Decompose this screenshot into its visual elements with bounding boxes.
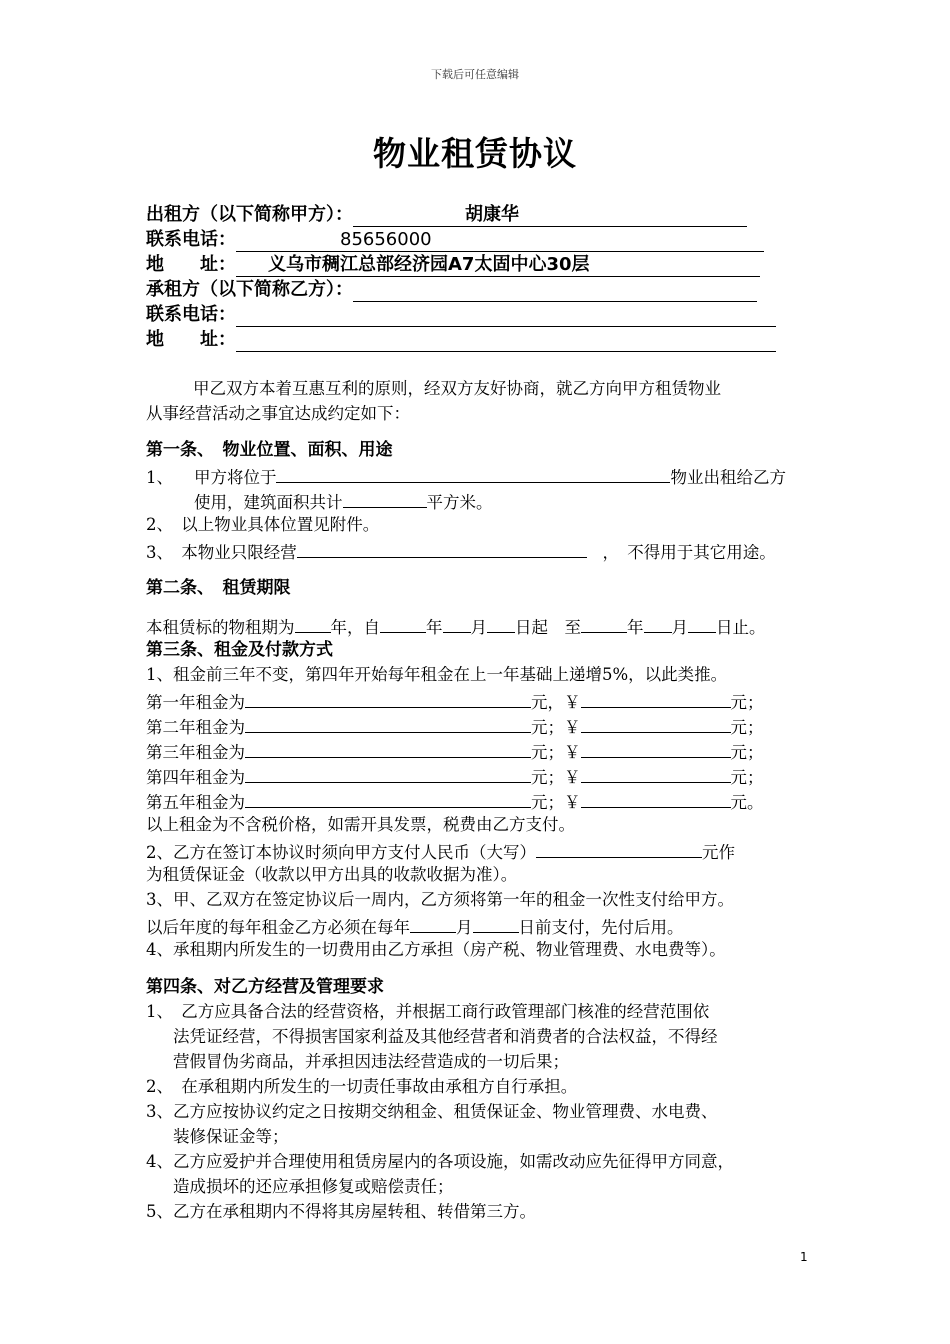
article1-item3-a: 3、 本物业只限经营 bbox=[146, 543, 297, 562]
lessee-row bbox=[146, 278, 757, 302]
article1-item3 bbox=[146, 538, 776, 562]
lessee-phone-row bbox=[146, 303, 776, 327]
article1-item1-c: 使用，建筑面积共计 bbox=[194, 493, 343, 512]
article1-item3-b: ， 不得用于其它用途。 bbox=[602, 543, 776, 562]
lessee-address-label: 地 址： bbox=[146, 329, 236, 350]
rent-year-label: 第五年租金为 bbox=[146, 793, 245, 812]
rent-year-end: 元； bbox=[730, 743, 764, 762]
rent-year-label: 第四年租金为 bbox=[146, 768, 245, 787]
lease-term-t2: 年，自 bbox=[330, 618, 380, 637]
tax-note: 以上租金为不含税价格，如需开具发票，税费由乙方支付。 bbox=[146, 815, 575, 834]
rent-year-mid: 元；￥ bbox=[531, 743, 581, 762]
rent-amount-blank bbox=[245, 688, 531, 708]
lessee-address-field bbox=[236, 329, 776, 352]
start-day-blank bbox=[487, 613, 515, 633]
article1-item1-cont bbox=[194, 488, 493, 512]
article4-item4-cont: 造成损坏的还应承担修复或赔偿责任； bbox=[173, 1177, 454, 1196]
lessor-row bbox=[146, 203, 747, 227]
deposit-text-a: 2、乙方在签订本协议时须向甲方支付人民币（大写） bbox=[146, 843, 536, 862]
article4-item1-cont1: 法凭证经营，不得损害国家利益及其他经营者和消费者的合法权益，不得经 bbox=[173, 1027, 718, 1046]
payment-text-b: 以后年度的每年租金乙方必须在每年 bbox=[146, 918, 410, 937]
lessee-label: 承租方（以下简称乙方）： bbox=[146, 279, 353, 300]
lessee-phone-field bbox=[236, 304, 776, 327]
article4-item3-cont: 装修保证金等； bbox=[173, 1127, 289, 1146]
rent-year-1 bbox=[146, 688, 764, 712]
lessor-phone-label: 联系电话： bbox=[146, 229, 236, 250]
rent-year-end: 元； bbox=[730, 693, 764, 712]
lessor-phone-field bbox=[236, 229, 764, 252]
deposit-amount-blank bbox=[536, 838, 702, 858]
lessor-phone: 85656000 bbox=[340, 229, 432, 250]
article4-heading: 第四条、对乙方经营及管理要求 bbox=[146, 977, 384, 997]
article1-item1-a: 甲方将位于 bbox=[193, 468, 277, 487]
term-years-blank bbox=[295, 613, 331, 633]
rent-year-mid: 元；￥ bbox=[531, 768, 581, 787]
article4-item1-cont2: 营假冒伪劣商品，并承担因违法经营造成的一切后果； bbox=[173, 1052, 569, 1071]
article1-item1-d: 平方米。 bbox=[426, 493, 493, 512]
payment-day-blank bbox=[473, 913, 519, 933]
rent-year-3 bbox=[146, 738, 764, 762]
property-location-blank bbox=[276, 463, 670, 483]
rent-year-label: 第二年租金为 bbox=[146, 718, 245, 737]
lessee-address-row bbox=[146, 328, 776, 352]
lease-term-t3: 年 bbox=[426, 618, 443, 637]
end-day-blank bbox=[688, 613, 716, 633]
article4-item3: 3、乙方应按协议约定之日按期交纳租金、租赁保证金、物业管理费、水电费、 bbox=[146, 1102, 718, 1121]
rent-year-end: 元。 bbox=[730, 793, 764, 812]
lessee-name-field bbox=[353, 279, 757, 302]
rent-amount-blank bbox=[245, 763, 531, 783]
payment-text-d: 日前支付，先付后用。 bbox=[518, 918, 684, 937]
start-year-blank bbox=[380, 613, 426, 633]
article2-heading: 第二条、 租赁期限 bbox=[146, 578, 291, 598]
rent-year-mid: 元；￥ bbox=[531, 718, 581, 737]
rent-year-mid: 元；￥ bbox=[531, 793, 581, 812]
article4-item5: 5、乙方在承租期内不得将其房屋转租、转借第三方。 bbox=[146, 1202, 536, 1221]
lease-term-t6: 年 bbox=[627, 618, 644, 637]
intro-line-1: 甲乙双方本着互惠互利的原则，经双方友好协商，就乙方向甲方租赁物业 bbox=[193, 379, 721, 398]
rent-number-blank bbox=[581, 788, 731, 808]
rent-amount-blank bbox=[245, 713, 531, 733]
rent-amount-blank bbox=[245, 738, 531, 758]
article1-item1-b: 物业出租给乙方 bbox=[670, 468, 786, 487]
payment-text-c: 月 bbox=[456, 918, 473, 937]
rent-year-end: 元； bbox=[730, 768, 764, 787]
rent-number-blank bbox=[581, 738, 731, 758]
end-month-blank bbox=[644, 613, 672, 633]
rent-year-end: 元； bbox=[730, 718, 764, 737]
lessor-address-row bbox=[146, 253, 760, 277]
article1-item2: 2、 以上物业具体位置见附件。 bbox=[146, 515, 380, 534]
rent-year-5 bbox=[146, 788, 764, 812]
rent-year-mid: 元，￥ bbox=[531, 693, 581, 712]
article3-p4: 4、承租期内所发生的一切费用由乙方承担（房产税、物业管理费、水电费等）。 bbox=[146, 940, 726, 959]
article1-heading: 第一条、 物业位置、面积、用途 bbox=[146, 440, 393, 460]
rent-number-blank bbox=[581, 688, 731, 708]
article1-item1 bbox=[146, 463, 786, 487]
lessor-address-label: 地 址： bbox=[146, 254, 236, 275]
article3-p1: 1、租金前三年不变，第四年开始每年租金在上一年基础上递增5%，以此类推。 bbox=[146, 665, 728, 684]
lessor-phone-row bbox=[146, 228, 764, 252]
lease-term-line bbox=[146, 613, 766, 637]
lease-term-t5: 日起 至 bbox=[515, 618, 581, 637]
lessor-address-field bbox=[236, 254, 760, 277]
usage-blank bbox=[297, 538, 587, 558]
article4-item2: 2、 在承租期内所发生的一切责任事故由承租方自行承担。 bbox=[146, 1077, 578, 1096]
article3-p3: 3、甲、乙双方在签定协议后一周内，乙方须将第一年的租金一次性支付给甲方。 bbox=[146, 890, 734, 909]
rent-number-blank bbox=[581, 763, 731, 783]
payment-month-blank bbox=[410, 913, 456, 933]
rent-year-label: 第三年租金为 bbox=[146, 743, 245, 762]
article4-item1: 1、 乙方应具备合法的经营资格，并根据工商行政管理部门核准的经营范围依 bbox=[146, 1002, 710, 1021]
article3-p2 bbox=[146, 838, 735, 862]
lessee-phone-label: 联系电话： bbox=[146, 304, 236, 325]
lease-term-t4: 月 bbox=[470, 618, 487, 637]
article3-p2-cont: 为租赁保证金（收款以甲方出具的收款收据为准）。 bbox=[146, 865, 518, 884]
page-number: 1 bbox=[800, 1250, 808, 1264]
lease-term-t8: 日止。 bbox=[716, 618, 766, 637]
rent-number-blank bbox=[581, 713, 731, 733]
rent-year-4 bbox=[146, 763, 764, 787]
article3-heading: 第三条、租金及付款方式 bbox=[146, 640, 333, 660]
lessor-address: 义乌市稠江总部经济园A7太固中心30层 bbox=[268, 254, 590, 275]
lease-term-t7: 月 bbox=[671, 618, 688, 637]
rent-year-label: 第一年租金为 bbox=[146, 693, 245, 712]
lessor-name-field bbox=[353, 204, 747, 227]
lease-term-t1: 本租赁标的物租期为 bbox=[146, 618, 295, 637]
end-year-blank bbox=[581, 613, 627, 633]
deposit-text-b: 元作 bbox=[702, 843, 735, 862]
area-blank bbox=[343, 488, 427, 508]
document-title: 物业租赁协议 bbox=[373, 134, 577, 173]
rent-year-2 bbox=[146, 713, 764, 737]
start-month-blank bbox=[443, 613, 471, 633]
article3-p3-cont bbox=[146, 913, 684, 937]
article1-item1-num: 1、 bbox=[146, 468, 173, 487]
article4-item4: 4、乙方应爱护并合理使用租赁房屋内的各项设施，如需改动应先征得甲方同意， bbox=[146, 1152, 734, 1171]
lessor-name: 胡康华 bbox=[465, 204, 519, 225]
intro-line-2: 从事经营活动之事宜达成约定如下： bbox=[146, 404, 410, 423]
download-note: 下载后可任意编辑 bbox=[431, 68, 519, 81]
rent-amount-blank bbox=[245, 788, 531, 808]
lessor-label: 出租方（以下简称甲方）： bbox=[146, 204, 353, 225]
